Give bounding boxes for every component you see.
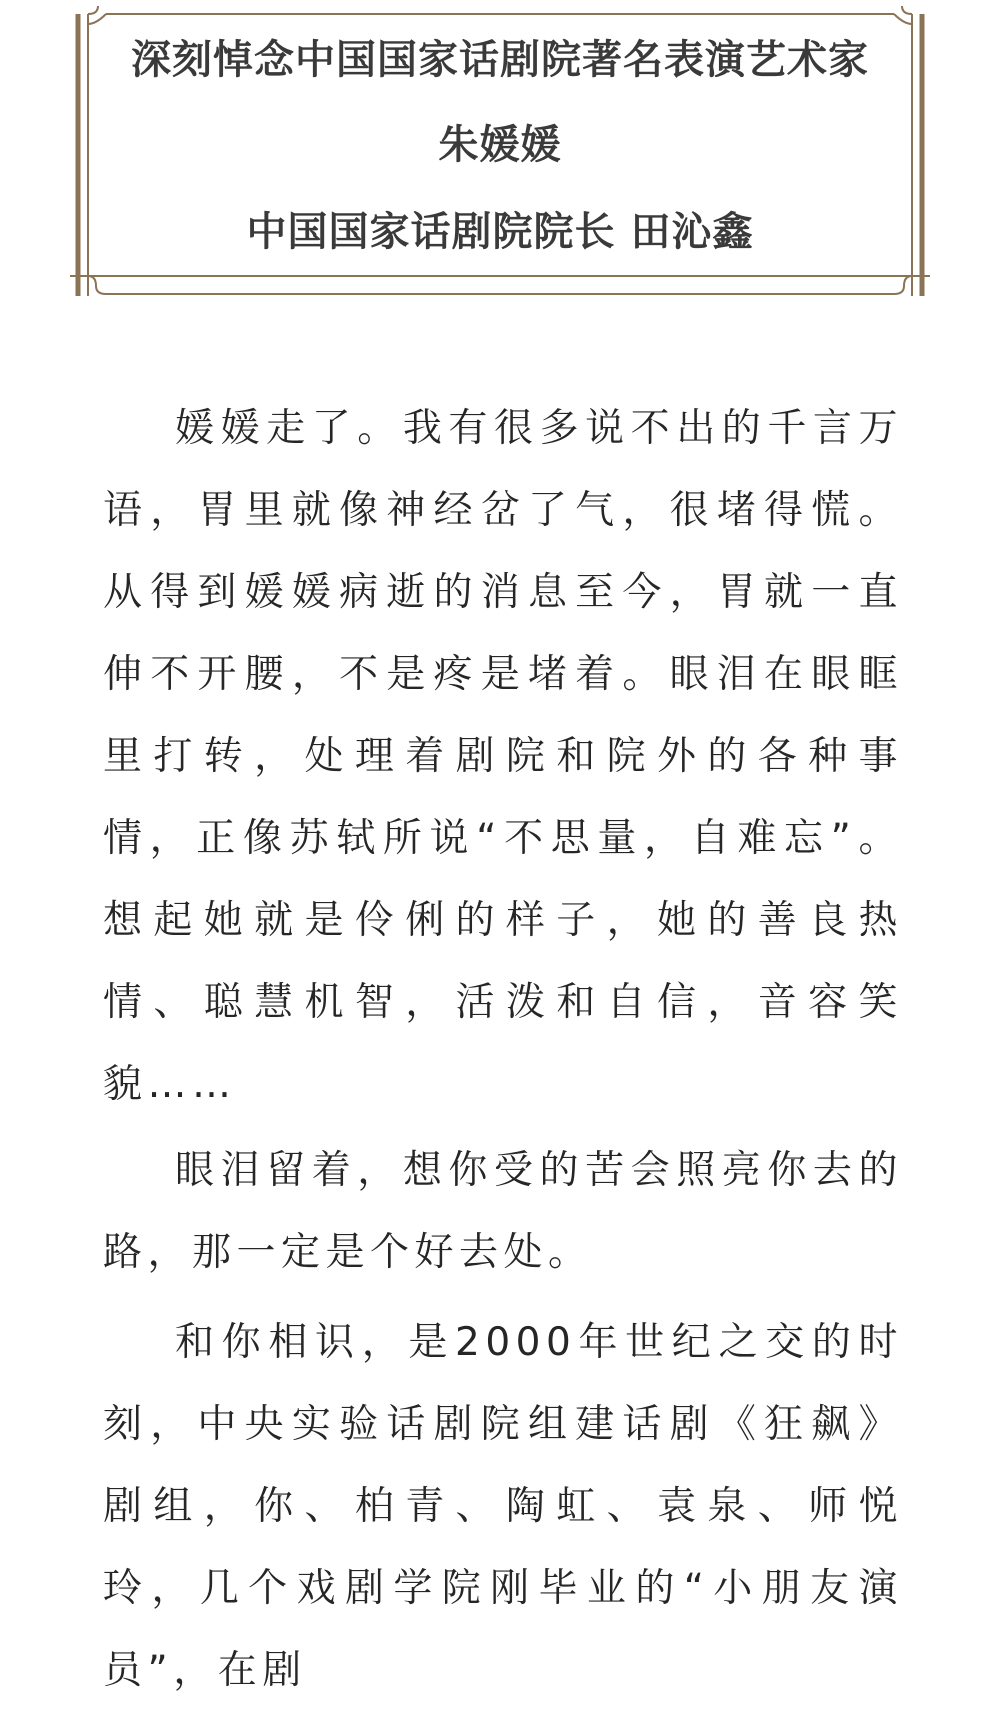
paragraph: 和你相识，是2000年世纪之交的时刻，中央实验话剧院组建话剧《狂飙》剧组，你、柏青、陶虹、袁泉、师悦玲，几个戏剧学院刚毕业的“小朋友演员”，在剧 xyxy=(103,1320,903,1693)
paragraph: 眼泪留着，想你受的苦会照亮你去的路，那一定是个好去处。 xyxy=(103,1148,903,1275)
header-author: 中国国家话剧院院长 田沁鑫 xyxy=(246,209,754,255)
header-name: 朱媛媛 xyxy=(438,122,562,168)
paragraph: 媛媛走了。我有很多说不出的千言万语，胃里就像神经岔了气，很堵得慌。从得到媛媛病逝的消息至今，胃就一直伸不开腰，不是疼是堵着。眼泪在眼眶里打转，处理着剧院和院外的各种事情，正像苏轼所说“不思量，自难忘”。想起她就是伶俐的样子，她的善良热情、聪慧机智，活泼和自信，音容笑貌…… xyxy=(103,406,903,1107)
header-title: 深刻悼念中国国家话剧院著名表演艺术家 xyxy=(131,37,869,83)
article-header xyxy=(90,0,910,280)
article-body xyxy=(103,388,903,1712)
